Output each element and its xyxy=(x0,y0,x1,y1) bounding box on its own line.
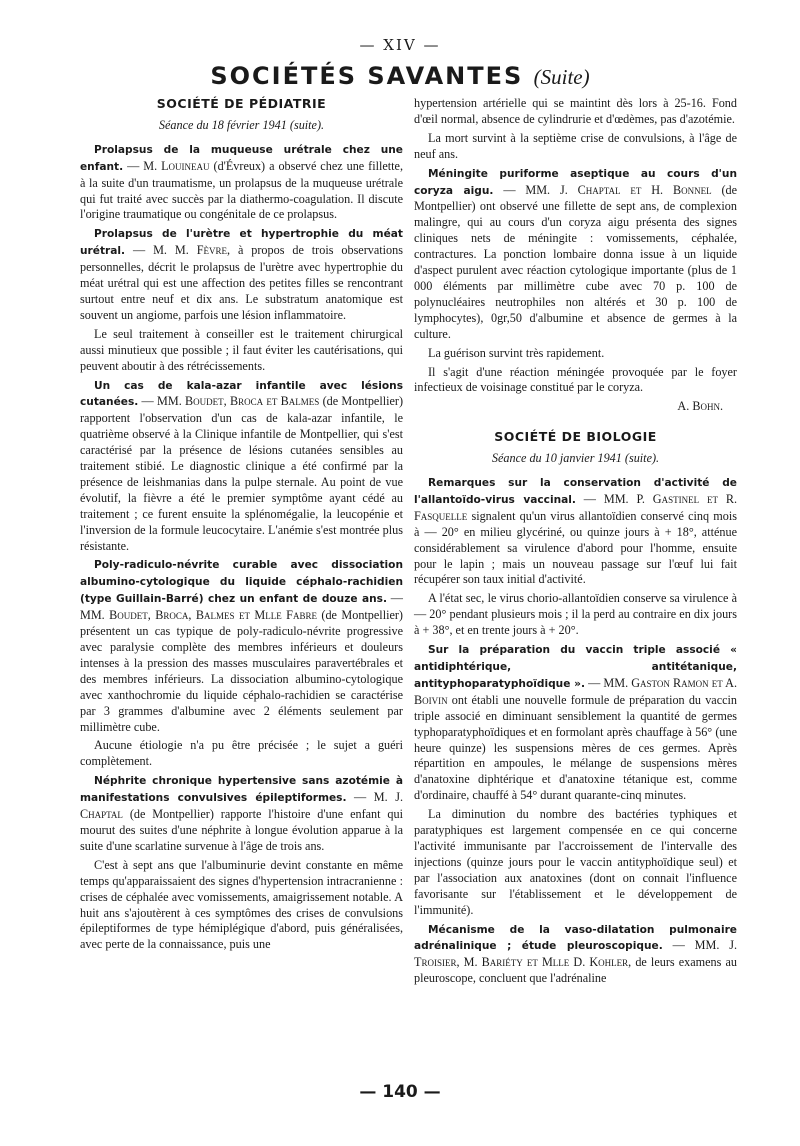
masthead xyxy=(0,62,800,90)
article-text: , à propos de trois observations personnelles, décrit le prolapsus de l'urètre avec hypertrophie du méat urétral qui est une affection des petites filles se rencontrant surtout entre neuf et dix ans. Le substratum anatomique est souvent un angiome, parfois une lésion inflammatoire. xyxy=(80,243,403,322)
article-paragraph: Il s'agit d'une réaction méningée provoquée par le foyer infectieux de voisinage constitué par le coryza. xyxy=(414,364,737,395)
article-text: signalent qu'un virus allantoïdien conservé cinq mois à — 20° en milieu glycériné, ou quinze jours à + 18°, atténue considérablement sa virulence d'abord pour l'homme, ensuite pour le lapin ; mais un nouveau passage sur l'œuf lui fait récupérer son taux initial d'activité. xyxy=(414,508,737,587)
article-prolapsus-muqueuse: Prolapsus de la muqueuse urétrale chez une enfant. — M. Louineau (d'Évreux) a observé chez une fillette, à la suite d'un traumatisme, un prolapsus de la muqueuse urétrale qui fut traité avec succès par la diathermo-coagulation. Il discute l'origine traumatique ou congénitale de ce prolapsus. xyxy=(80,143,404,222)
section-heading-biologie: SOCIÉTÉ DE BIOLOGIE xyxy=(494,429,657,445)
article-title: Mécanisme de la vaso-dilatation pulmonaire adrénalinique ; étude pleuroscopique. xyxy=(414,923,737,953)
article-title: Remarques sur la conservation d'activité de l'allantoïdo-virus vaccinal. xyxy=(414,477,737,506)
article-text: (de Montpellier) présentent un cas typique de poly-radiculo-névrite progressive avec paralysie complète des membres inférieurs et douleurs intenses à la pression des masses musculaires paravertébrales et des membres inférieurs. La dissociation albumino-cytologique avec xanthochromie du liquide céphalo-rachidien se caractérise par 3 grammes d'albumine avec 2 éléments seulement par millimètre cube. xyxy=(80,608,403,734)
masthead-suite: (Suite) xyxy=(533,65,590,89)
article-paragraph: A l'état sec, le virus chorio-allantoïdien conserve sa virulence à — 20° pendant plusieurs mois ; il la perd au contraire en dix jours à + 38°, et en trente jours à + 20°. xyxy=(414,591,737,638)
article-title: Prolapsus de la muqueuse urétrale chez une enfant. xyxy=(80,143,403,173)
article-authors: MM. J. Chaptal et H. Bonnel xyxy=(525,182,712,197)
left-column xyxy=(80,94,403,956)
article-meningite: Méningite puriforme aseptique au cours d'un coryza aigu. — MM. J. Chaptal et H. Bonnel (de Montpellier) ont observé une fillette de sept ans, de complexion malingre, qui au cours d'un coryza aigu présenta des signes cliniques nets de méningite : vomissements, céphalée, contractures. La ponction lombaire donna issue à un liquide d'aspect purulent avec réaction cytologique importante (plus de 1 000 éléments par millimètre cube avec 70 p. 100 de polynucléaires neutrophiles non altérés et 30 p. 100 de lymphocytes), 0gr,50 d'albumine et absence de germes à la culture. xyxy=(414,167,738,341)
article-title: Un cas de kala-azar infantile avec lésions cutanées. xyxy=(80,379,403,409)
article-text: , de leurs examens au pleuroscope, concluent que l'adrénaline xyxy=(414,955,737,986)
article-text: (de Montpellier) rapportent l'observation d'un cas de kala-azar infantile, le quatrième observé à la Clinique infantile de Montpellier, qui s'est caractérisé par la présence de lésions cutanées sensibles au traitement stibié. Le diagnostic clinique a été confirmé par la présence de leishmanias dans la pulpe sternale. Au point de vue évolutif, la fièvre a été le premier symptôme ayant cédé au traitement ; ce furent ensuite la splénomégalie, la leucopénie et l'inversion de la formule leucocytaire. L'anémie s'est montrée plus résistante. xyxy=(80,394,404,553)
article-prolapsus-uretre: Prolapsus de l'urètre et hypertrophie du méat urétral. — M. M. Fèvre, à propos de trois observations personnelles, décrit le prolapsus de l'urètre avec hypertrophie du méat urétral qui est une affection des petites filles se rencontrant surtout entre neuf et dix ans. Le substratum anatomique est souvent un angiome, parfois une lésion inflammatoire. xyxy=(80,228,403,322)
article-text: (de Montpellier) rapporte l'histoire d'une enfant qui mourut des suites d'une néphrite à longue évolution apparue à la suite d'une scarlatine survenue à l'âge de trois ans. xyxy=(80,807,403,853)
article-authors: MM. P. Gastinel et R. Fasquelle xyxy=(414,491,737,523)
article-authors: M. M. Fèvre xyxy=(153,243,227,258)
section-date-biologie: Séance du 10 janvier 1941 (suite). xyxy=(491,451,660,466)
signature: A. Bohn. xyxy=(677,399,723,414)
article-paragraph: Le seul traitement à conseiller est le traitement chirurgical aussi minutieux que possible ; il faut éviter les cautérisations, qui peuvent aboutir à des rétrécissements. xyxy=(80,326,403,373)
article-title: Poly-radiculo-névrite curable avec dissociation albumino-cytologique du liquide céphalo-rachidien (type Guillain-Barré) chez un enfant de douze ans. xyxy=(80,559,403,606)
article-kala-azar: Un cas de kala-azar infantile avec lésions cutanées. — MM. Boudet, Broca et Balmes (de Montpellier) rapportent l'observation d'un cas de kala-azar infantile, le quatrième observé à la Clinique infantile de Montpellier, qui s'est caractérisé par la présence de lésions cutanées sensibles au traitement stibié. Le diagnostic clinique a été confirmé par la présence de leishmanias dans la pulpe sternale. Au point de vue évolutif, la fièvre a été le premier symptôme ayant cédé au traitement ; ce furent ensuite la splénomégalie, la leucopénie et l'inversion de la formule leucocytaire. L'anémie s'est montrée plus résistante. xyxy=(80,379,404,553)
article-paragraph: C'est à sept ans que l'albuminurie devint constante en même temps qu'apparaissaient des signes d'hypertension intracranienne : crises de céphalée avec vomissements, amaigrissement notable. A huit ans s'ajoutèrent à ces symptômes des crises de convulsions épileptiformes de type hémiplégique d'abord, puis généralisées, avec perte de la connaissance, puis une xyxy=(80,857,403,952)
article-paragraph: La mort survint à la septième crise de convulsions, à l'âge de neuf ans. xyxy=(414,130,737,161)
article-title: Méningite puriforme aseptique au cours d'un coryza aigu. xyxy=(414,167,737,197)
article-vaso-dilatation: Mécanisme de la vaso-dilatation pulmonaire adrénalinique ; étude pleuroscopique. — MM. J. Troisier, M. Bariéty et Mlle D. Kohler, de leurs examens au pleuroscope, concluent que l'adrénaline xyxy=(414,923,738,986)
article-title: Prolapsus de l'urètre et hypertrophie du méat urétral. xyxy=(80,228,403,258)
masthead-title: SOCIÉTÉS SAVANTES xyxy=(210,62,524,90)
article-text: (de Montpellier) ont observé une fillette de sept ans, de complexion malingre, qui au cours d'un coryza aigu présenta des signes cliniques nets de méningite : vomissements, céphalée, contractures. La ponction lombaire donna issue à un liquide d'aspect purulent avec réaction cytologique importante (plus de 1 000 éléments par millimètre cube avec 70 p. 100 de polynucléaires neutrophiles non altérés et 30 p. 100 de lymphocytes), 0gr,50 d'albumine et absence de germes à la culture. xyxy=(414,182,738,341)
article-authors: M. Louineau xyxy=(143,158,210,173)
article-paragraph: hypertension artérielle qui se maintint dès lors à 25-16. Fond d'œil normal, absence de cylindrurie et d'œdèmes, pas d'azotémie. xyxy=(414,96,737,126)
article-title: Néphrite chronique hypertensive sans azotémie à manifestations convulsives épileptiformes. xyxy=(80,775,403,805)
article-vaccin-triple: Sur la préparation du vaccin triple associé « antidiphtérique, antitétanique, antityphoparatyphoïdique ». — MM. Gaston Ramon et A. Boivin ont établi une nouvelle formule de préparation du vaccin triple associé en diminuant sensiblement la quantité de germes typhoparatyphoïdiques et en formolant après chauffage à 56° (une heure quinze) les suspensions mères de ces germes. Après répartition en ampoules, le mélange de suspensions mères d'anatoxine diphtérique et d'anatoxine tétanique est, comme d'ordinaire, chauffé à 54° durant quarante-cinq minutes. xyxy=(414,644,738,803)
roman-page-number: — XIV — xyxy=(359,36,441,54)
article-allantoido-virus: Remarques sur la conservation d'activité de l'allantoïdo-virus vaccinal. — MM. P. Gastinel et R. Fasquelle signalent qu'un virus allantoïdien conservé cinq mois à — 20° en milieu glycériné, ou quinze jours à + 18°, atténue considérablement sa virulence d'abord pour l'homme, ensuite pour le lapin ; mais un nouveau passage sur l'œuf lui fait récupérer son taux initial d'activité. xyxy=(414,477,737,587)
section-date-pediatrie: Séance du 18 février 1941 (suite). xyxy=(158,117,325,132)
article-authors: M. J. Chaptal xyxy=(80,790,403,822)
article-text: (d'Évreux) a observé chez une fillette, à la suite d'un traumatisme, un prolapsus de la muqueuse urétrale qui fut traité avec succès par la diathermo-coagulation. Il discute l'origine traumatique ou congénitale de ce prolapsus. xyxy=(80,158,404,222)
article-authors: MM. Boudet, Broca, Balmes et Mlle Fabre xyxy=(80,608,317,623)
article-paragraph: La diminution du nombre des bactéries typhiques et paratyphiques est largement compensée en ce qui concerne l'activité immunisante par l'accroissement de l'intervalle des injections (quinze jours pour le vaccin antityphoïdique seul) et par l'association aux anatoxines (dont on connait l'influence favorisante sur l'établissement et le développement de l'immunité). xyxy=(414,807,737,917)
section-heading-pediatrie: SOCIÉTÉ DE PÉDIATRIE xyxy=(156,96,327,111)
article-authors: MM. J. Troisier, M. Bariéty et Mlle D. Kohler xyxy=(414,938,738,970)
article-authors: MM. Boudet, Broca et Balmes xyxy=(157,394,320,409)
article-authors: MM. Gaston Ramon et A. Boivin xyxy=(414,675,738,707)
article-text: ont établi une nouvelle formule de préparation du vaccin triple associé en diminuant sensiblement la quantité de germes typhoparatyphoïdiques et en formolant après chauffage à 56° (une heure quinze) les suspensions mères de ces germes. Après répartition en ampoules, le mélange de suspensions mères d'anatoxine diphtérique et d'anatoxine tétanique est, comme d'ordinaire, chauffé à 54° durant quarante-cinq minutes. xyxy=(414,692,737,803)
article-title: Sur la préparation du vaccin triple associé « antidiphtérique, antitétanique, antityphoparatyphoïdique ». xyxy=(414,644,737,690)
right-column xyxy=(414,96,737,990)
article-nephrite: Néphrite chronique hypertensive sans azotémie à manifestations convulsives épileptiformes. — M. J. Chaptal (de Montpellier) rapporte l'histoire d'une enfant qui mourut des suites d'une néphrite à longue évolution apparue à la suite d'une scarlatine survenue à l'âge de trois ans. xyxy=(80,775,403,853)
article-paragraph: Aucune étiologie n'a pu être précisée ; le sujet a guéri complètement. xyxy=(80,738,403,769)
page-number: — 140 — xyxy=(359,1082,441,1102)
article-paragraph: La guérison survint très rapidement. xyxy=(428,345,605,360)
article-poly-radiculo-nevrite: Poly-radiculo-névrite curable avec dissociation albumino-cytologique du liquide céphalo-rachidien (type Guillain-Barré) chez un enfant de douze ans. — MM. Boudet, Broca, Balmes et Mlle Fabre (de Montpellier) présentent un cas typique de poly-radiculo-névrite progressive avec paralysie complète des membres inférieurs et douleurs intenses à la pression des masses musculaires paravertébrales et des membres inférieurs. La dissociation albumino-cytologique avec xanthochromie du liquide céphalo-rachidien se caractérise par 3 grammes d'albumine avec 2 éléments seulement par millimètre cube. xyxy=(80,559,403,734)
